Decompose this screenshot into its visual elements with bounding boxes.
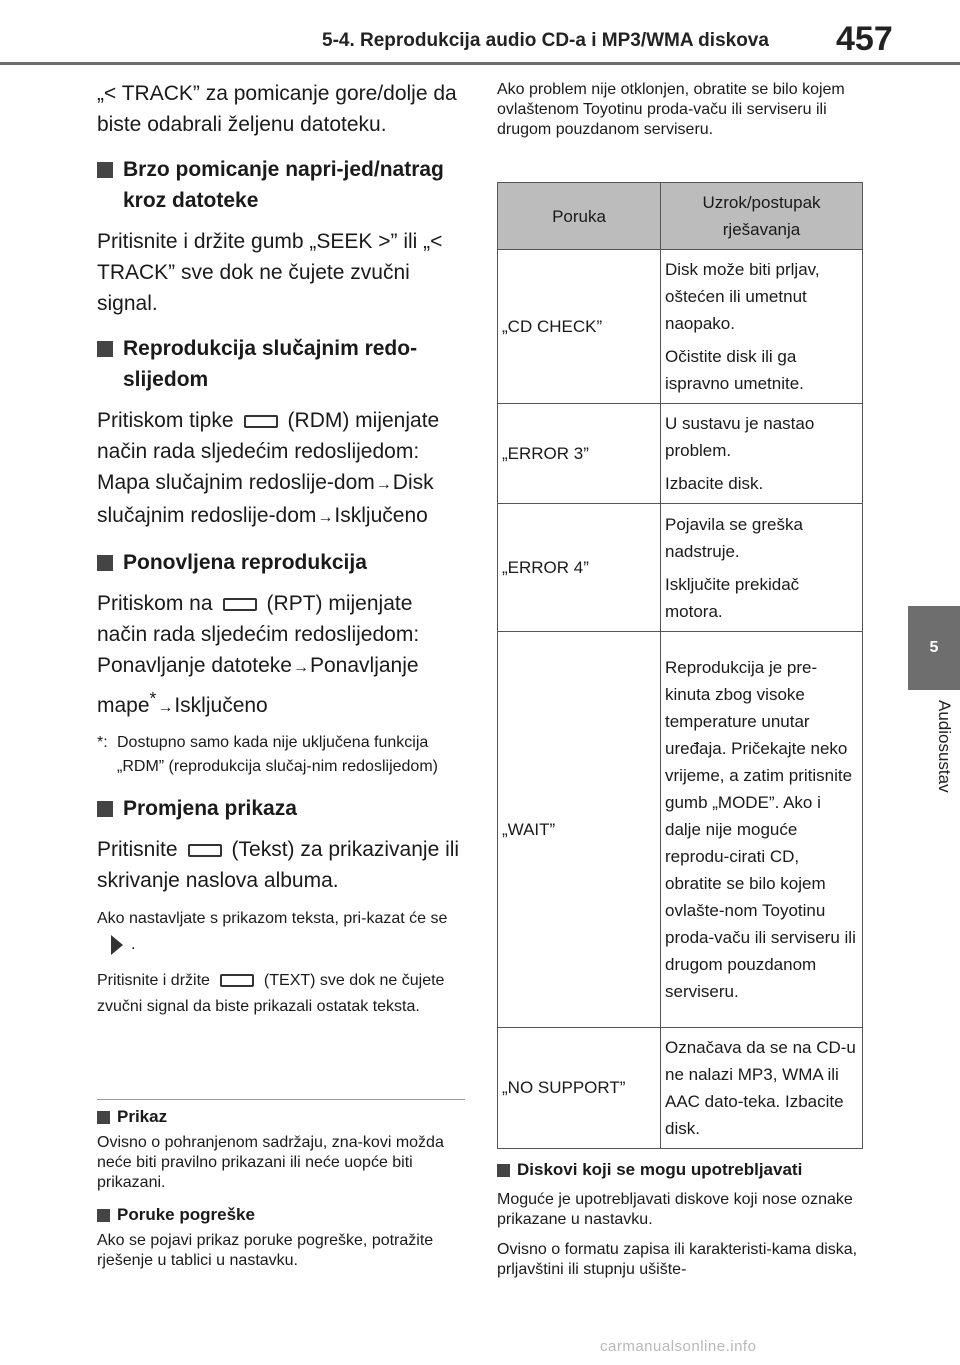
table-cell-cause <box>661 250 863 404</box>
random-paragraph <box>97 405 467 533</box>
table-row <box>498 632 863 1028</box>
button-icon <box>244 415 278 428</box>
section-heading-usable-discs: Diskovi koji se mogu upotrebljavati <box>497 1158 867 1182</box>
random-post: (RDM) mijenjate način rada sljedećim redoslijedom: Mapa slučajnim redoslije-dom <box>97 409 440 494</box>
section-heading-display: Promjena prikaza <box>97 793 467 824</box>
section-heading-seek: Brzo pomicanje napri-jed/natrag kroz datoteke <box>97 154 467 216</box>
table-cell-message: „ERROR 3” <box>498 404 661 504</box>
table-cell-message: „ERROR 4” <box>498 504 661 632</box>
button-icon <box>223 598 257 611</box>
display-paragraph <box>97 834 467 896</box>
table-row <box>498 1028 863 1149</box>
button-icon <box>188 844 222 857</box>
note-heading-display: Prikaz <box>97 1105 467 1129</box>
random-item3: Isključeno <box>334 504 428 527</box>
seek-paragraph: Pritisnite i držite gumb „SEEK >” ili „< TRACK” sve dok ne čujete zvučni signal. <box>97 230 443 315</box>
cause-text: Označava da se na CD-u ne nalazi MP3, WMA ili AAC dato-teka. Izbacite disk. <box>665 1038 856 1138</box>
text-more-post: . <box>131 936 136 953</box>
table-cell-cause <box>661 1028 863 1149</box>
table-cell-cause <box>661 632 863 1028</box>
header-rule <box>0 62 960 65</box>
note-text-errors: Ako se pojavi prikaz poruke pogreške, potražite rješenje u tablici u nastavku. <box>97 1232 434 1269</box>
text-more-pre: Ako nastavljate s prikazom teksta, pri-kazat će se <box>97 910 448 927</box>
intro-paragraph: „< TRACK” za pomicanje gore/dolje da biste odabrali željenu datoteku. <box>97 82 457 136</box>
right-intro: Ako problem nije otklonjen, obratite se bilo kojem ovlaštenom Toyotinu proda-vaču ili serviseru ili drugom pouzdanom serviseru. <box>497 81 845 138</box>
text-more-paragraph <box>97 906 467 958</box>
chapter-tab: 5 <box>908 606 960 690</box>
watermark: carmanualsonline.info <box>600 1338 757 1355</box>
usable-discs-section <box>497 1158 867 1290</box>
page-header-title: 5-4. Reprodukcija audio CD-a i MP3/WMA diskova <box>322 30 769 51</box>
table-row <box>498 250 863 404</box>
cause-text: Pojavila se greška nadstruje. <box>665 514 803 561</box>
footnote-marker: * <box>149 688 157 708</box>
table-cell-message: „NO SUPPORT” <box>498 1028 661 1149</box>
cause-text: Disk može biti prljav, oštećen ili umetnut naopako. <box>665 260 820 333</box>
note-heading-errors: Poruke pogreške <box>97 1203 467 1227</box>
table-cell-cause <box>661 404 863 504</box>
cause-text: Reprodukcija je pre-kinuta zbog visoke temperature unutar uređaja. Pričekajte neko vrijeme, a zatim pritisnite gumb „MODE”. Ako i dalje nije moguće reprodu-cirati CD, obratite se bilo kojem ovlašte-nom Toyotinu proda-vaču ili serviseru ili drugom pouzdanom serviseru. <box>665 658 856 1001</box>
note-text-display: Ovisno o pohranjenom sadržaju, zna-kovi možda neće biti pravilno prikazani ili neće uopće biti prikazani. <box>97 1134 444 1191</box>
display-pre: Pritisnite <box>97 838 178 861</box>
footnote <box>97 731 467 779</box>
repeat-post: (RPT) mijenjate način rada sljedećim redoslijedom: Ponavljanje datoteke <box>97 592 420 677</box>
notes-block <box>97 1105 467 1281</box>
repeat-item3: Isključeno <box>174 694 268 717</box>
table-cell-message: „WAIT” <box>498 632 661 1028</box>
remedy-text: Isključite prekidač motora. <box>665 574 800 621</box>
table-row <box>498 504 863 632</box>
usable-discs-p2: Ovisno o formatu zapisa ili karakteristi-kama diska, prljavštini ili stupnju ušište- <box>497 1241 858 1278</box>
page-number: 457 <box>836 20 893 58</box>
left-column <box>97 78 467 1020</box>
repeat-paragraph <box>97 588 467 723</box>
remedy-text: Izbacite disk. <box>665 474 764 493</box>
cause-text: U sustavu je nastao problem. <box>665 414 815 460</box>
section-heading-repeat: Ponovljena reprodukcija <box>97 547 467 578</box>
repeat-item2: Ponavljanje mape <box>97 654 419 717</box>
random-pre: Pritiskom tipke <box>97 409 234 432</box>
footnote-text: Dostupno samo kada nije uključena funkcija „RDM” (reprodukcija slučaj-nim redoslijedom) <box>117 734 438 775</box>
section-heading-random: Reprodukcija slučajnim redo-slijedom <box>97 333 467 395</box>
footnote-mark: *: <box>97 734 108 751</box>
chapter-label: Audiosustav <box>935 700 954 793</box>
display-post: (Tekst) za prikazivanje ili skrivanje naslova albuma. <box>97 838 460 892</box>
divider <box>97 1099 465 1100</box>
remedy-text: Očistite disk ili ga ispravno umetnite. <box>665 347 804 393</box>
table-header-message: Poruka <box>498 183 661 250</box>
table-header-cause: Uzrok/postupak rješavanja <box>661 183 863 250</box>
table-header-row <box>498 183 863 250</box>
error-table <box>497 182 863 1149</box>
table-row <box>498 404 863 504</box>
arrow-icon: → <box>317 509 334 526</box>
repeat-pre: Pritiskom na <box>97 592 213 615</box>
random-item2: Disk slučajnim redoslije-dom <box>97 471 434 527</box>
button-icon <box>220 974 254 987</box>
table-cell-message: „CD CHECK” <box>498 250 661 404</box>
usable-discs-p1: Moguće je upotrebljavati diskove koji nose oznake prikazane u nastavku. <box>497 1191 853 1228</box>
right-column <box>497 80 867 140</box>
play-triangle-icon <box>111 935 123 955</box>
table-cell-cause <box>661 504 863 632</box>
text-hold-paragraph <box>97 968 467 1020</box>
arrow-icon: → <box>375 476 392 493</box>
text-hold-post: (TEXT) sve dok ne čujete zvučni signal da biste prikazali ostatak teksta. <box>97 972 445 1015</box>
arrow-icon: → <box>157 699 174 716</box>
text-hold-pre: Pritisnite i držite <box>97 972 210 989</box>
arrow-icon: → <box>292 659 309 676</box>
